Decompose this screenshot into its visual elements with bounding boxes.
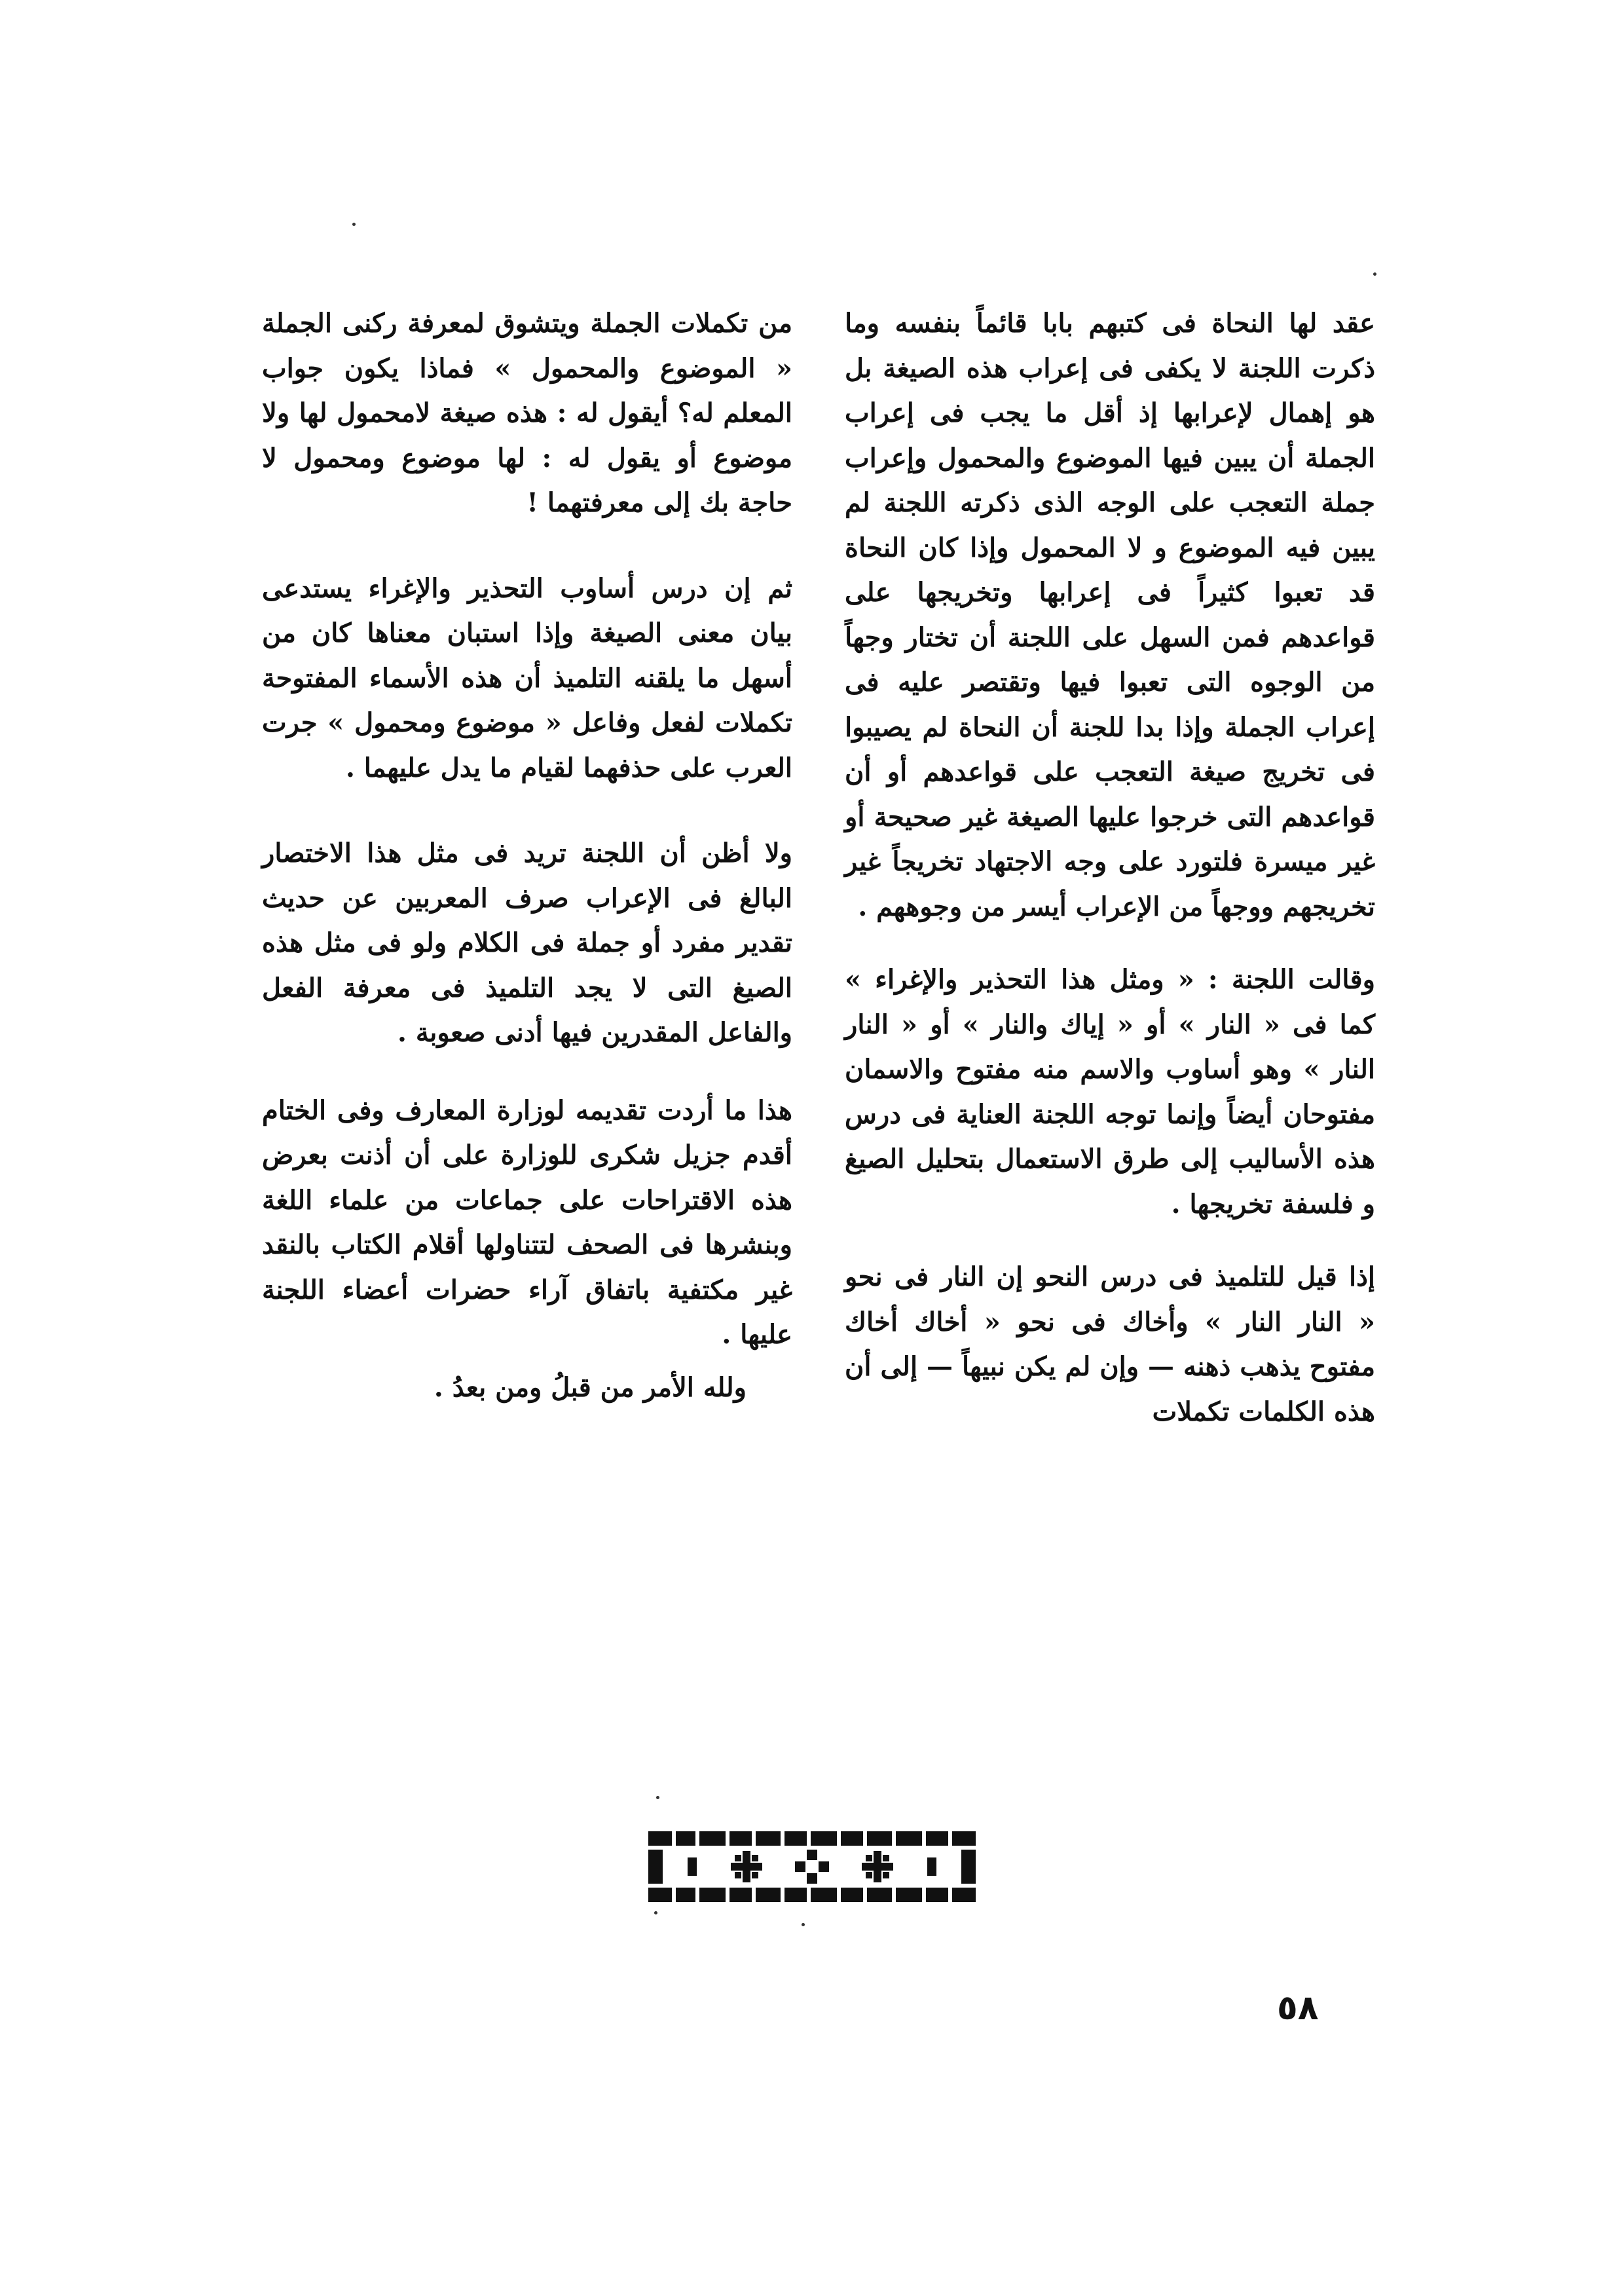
right-text-column xyxy=(845,301,1375,1434)
left-text-column xyxy=(262,301,792,1410)
right-paragraph-1: عقد لها النحاة فى كتبهم بابا قائماً بنفسه وما ذكرت اللجنة لا يكفى فى إعراب هذه الصيغة بل هو إهمال لإعرابها إذ أقل ما يجب فى إعراب الجملة أن يبين فيها الموضوع والمحمول وإعراب جملة التعجب على الوجه الذى ذكرته اللجنة لم يبين فيه الموضوع و لا المحمول وإذا كان النحاة قد تعبوا كثيراً فى إعرابها وتخريجها على قواعدهم فمن السهل على اللجنة أن تختار وجهاً من الوجوه التى تعبوا فيها وتقتصر عليه فى إعراب الجملة وإذا بدا للجنة أن النحاة لم يصيبوا فى تخريج صيغة التعجب على قواعدهم أو أن قواعدهم التى خرجوا عليها الصيغة غير صحيحة أو غير ميسرة فلتورد على وجه الاجتهاد تخريجاً غير تخريجهم ووجهاً من الإعراب أيسر من وجوههم . xyxy=(845,308,1375,922)
closing-line: ولله الأمر من قبلُ ومن بعدُ . xyxy=(434,1371,747,1403)
right-paragraph-2: وقالت اللجنة : « ومثل هذا التحذير والإغراء » كما فى « النار » أو « إياك والنار » أو « النار النار » وهو أساوب والاسم منه مفتوح والاسمان مفتوحان أيضاً وإنما توجه اللجنة العناية فى درس هذه الأساليب إلى طرق الاستعمال بتحليل الصيغ و فلسفة تخريجها . xyxy=(845,964,1375,1220)
right-paragraph-3: إذا قيل للتلميذ فى درس النحو إن النار فى نحو « النار النار » وأخاك فى نحو « أخاك أخاك مفتوح يذهب ذهنه — وإن لم يكن نبيهاً — إلى أن هذه الكلمات تكملات xyxy=(845,1261,1375,1427)
scan-speck xyxy=(1373,272,1376,276)
left-paragraph-2: ثم إن درس أساوب التحذير والإغراء يستدعى بيان معنى الصيغة وإذا استبان معناها كان من أسهل ما يلقنه التلميذ أن هذه الأسماء المفتوحة تكملات لفعل وفاعل « موضوع ومحمول » جرت العرب على حذفهما لقيام ما يدل عليهما . xyxy=(262,572,792,783)
decorative-border-ornament-icon xyxy=(648,1831,976,1902)
left-paragraph-1: من تكملات الجملة ويتشوق لمعرفة ركنى الجملة « الموضوع والمحمول » فماذا يكون جواب المعلم له؟ أيقول له : هذه صيغة لامحمول لها ولا موضوع أو يقول له : لها موضوع ومحمول لا حاجة بك إلى معرفتهما ! xyxy=(262,308,792,518)
left-paragraph-3: ولا أظن أن اللجنة تريد فى مثل هذا الاختصار البالغ فى الإعراب صرف المعربين عن حديث تقدير مفرد أو جملة فى الكلام ولو فى مثل هذه الصيغ التى لا يجد التلميذ فى معرفة الفعل والفاعل المقدرين فيها أدنى صعوبة . xyxy=(262,838,793,1048)
scan-speck xyxy=(802,1923,805,1926)
scan-speck xyxy=(352,223,356,226)
left-paragraph-4: هذا ما أردت تقديمه لوزارة المعارف وفى الختام أقدم جزيل شكرى للوزارة على أن أذنت بعرض هذه الاقتراحات على جماعات من علماء اللغة وبنشرها فى الصحف لتتناولها أقلام الكتاب بالنقد غير مكتفية باتفاق آراء حضرات أعضاء اللجنة عليها . xyxy=(262,1094,792,1350)
scan-speck xyxy=(656,1796,659,1799)
scan-speck xyxy=(654,1911,657,1914)
page-number: ٥٨ xyxy=(1277,1988,1319,2028)
